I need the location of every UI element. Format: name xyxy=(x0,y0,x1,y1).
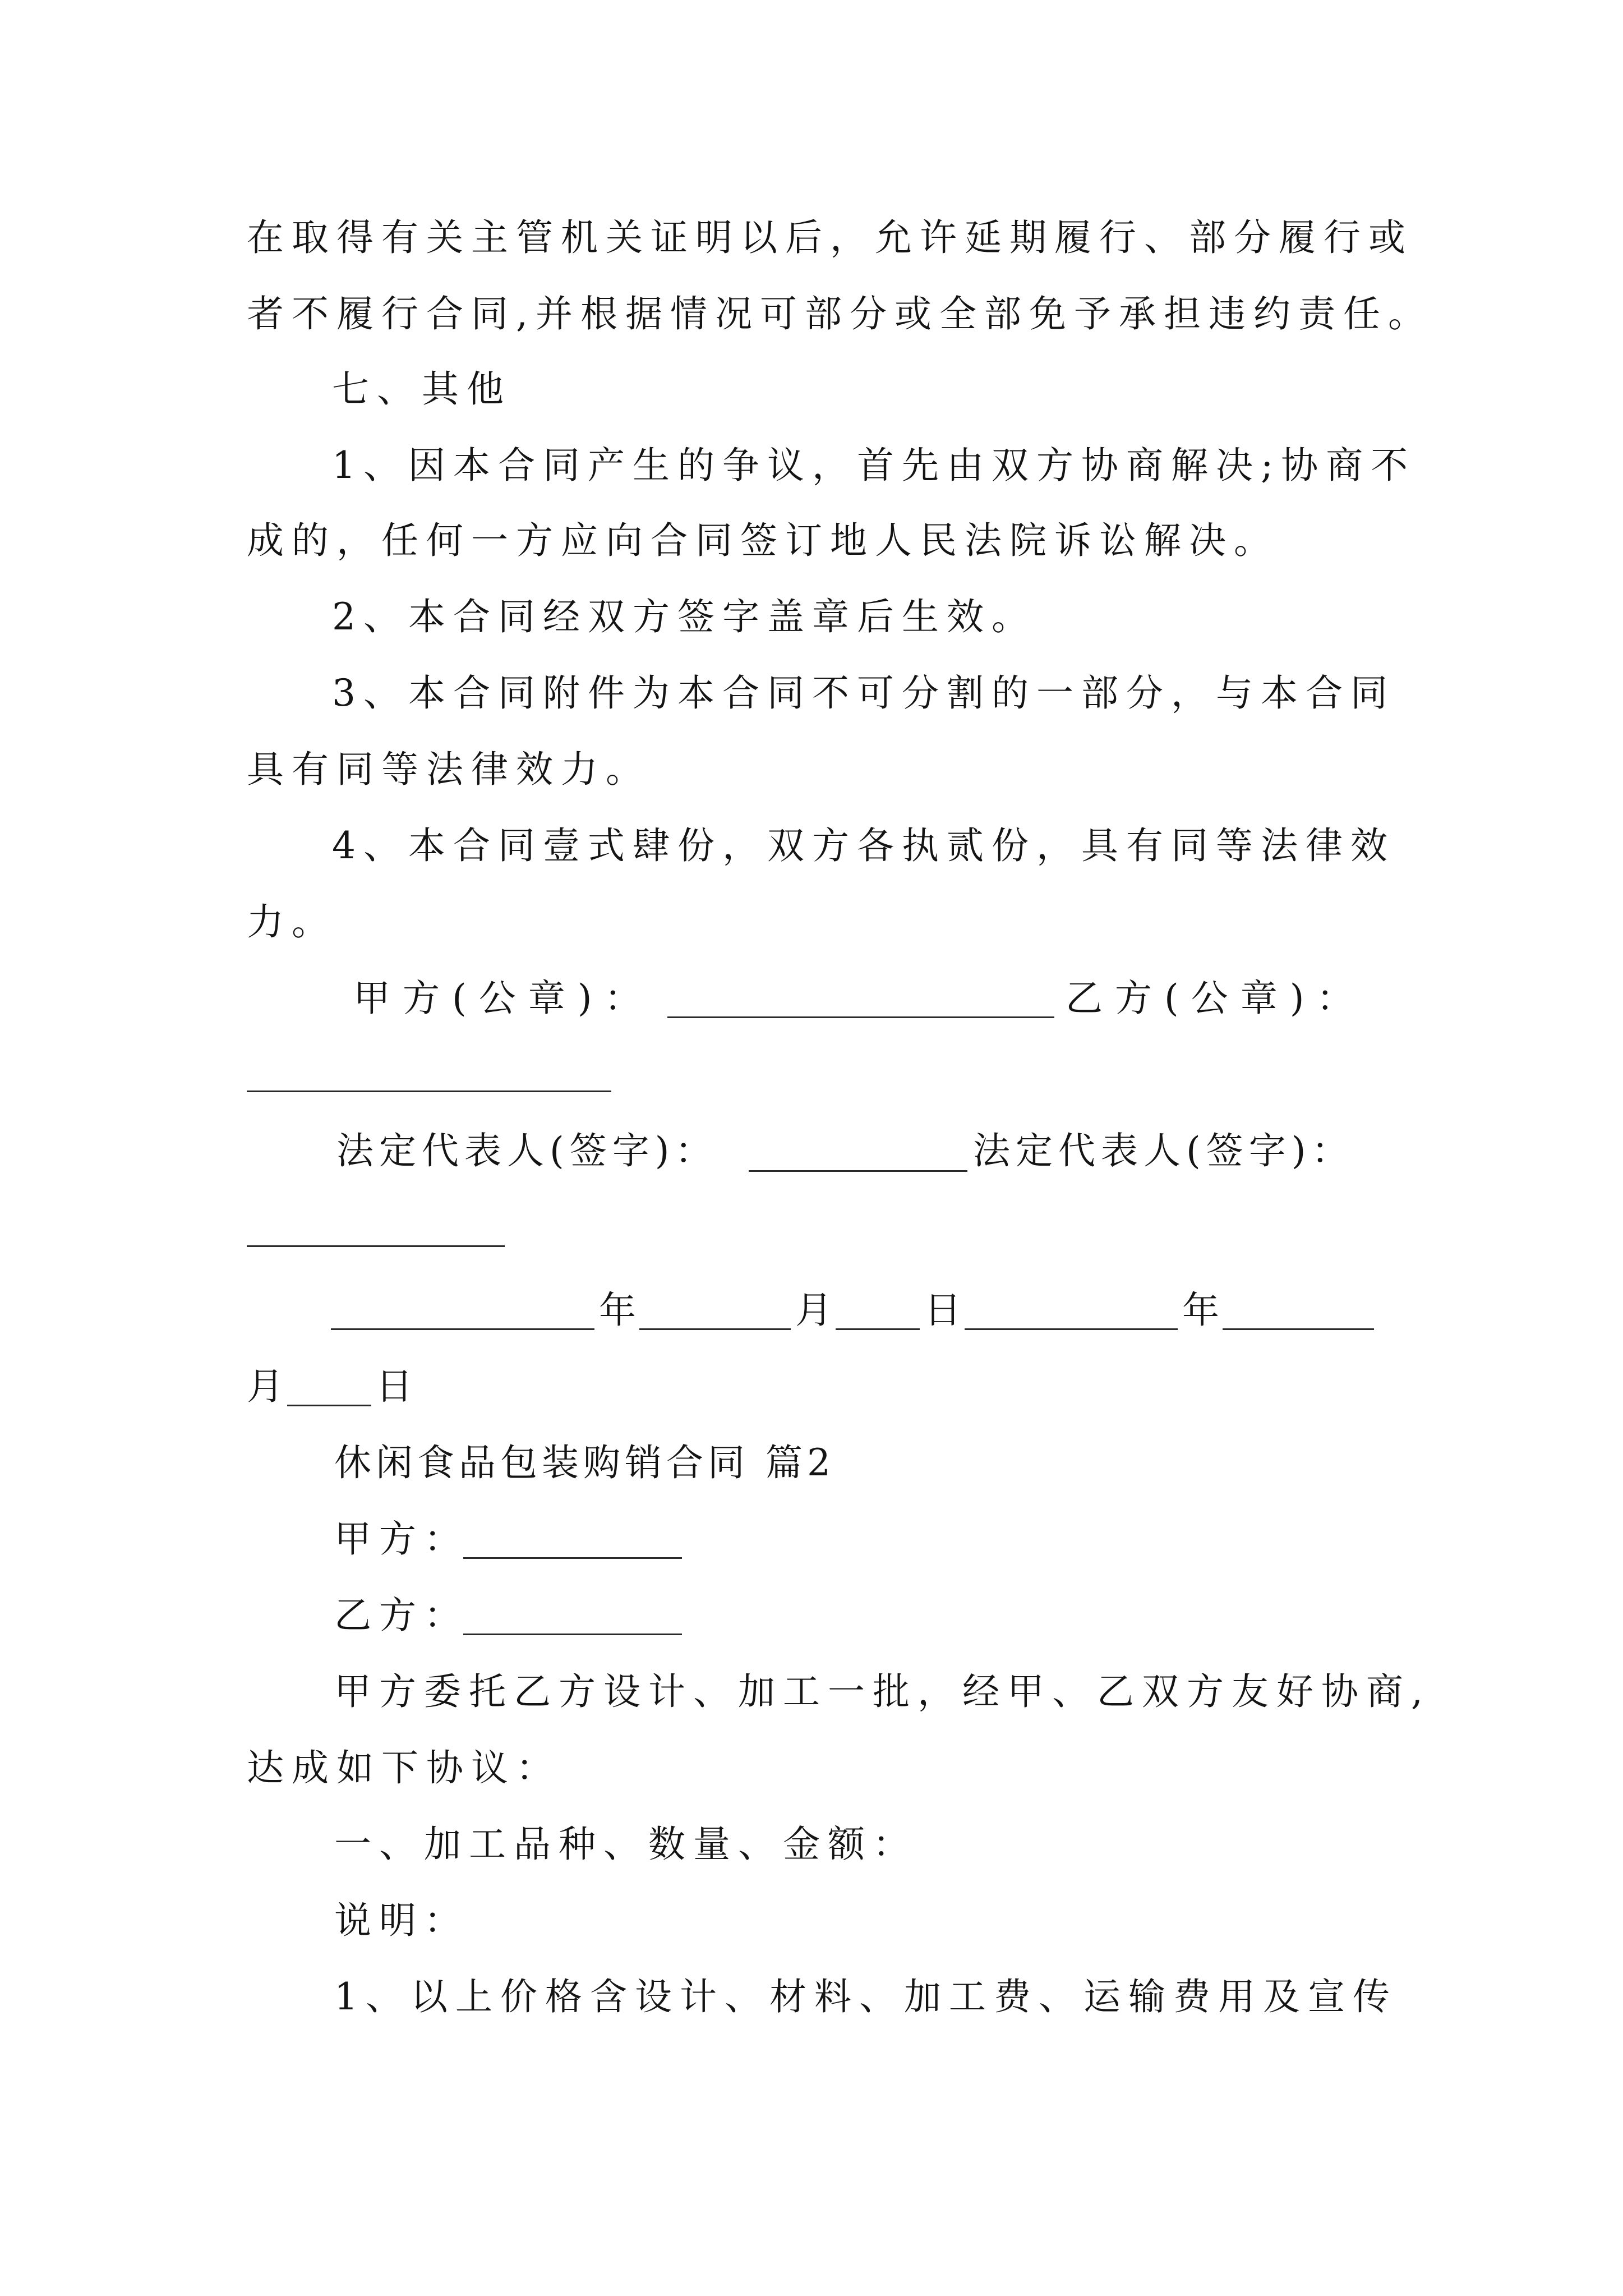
rep-b-label: 法定代表人(签字)： xyxy=(973,1129,1354,1172)
contract-2-intro: 甲方委托乙方设计、加工一批，经甲、乙双方友好协商, xyxy=(334,1670,1431,1713)
contract-2-note-1: 1、以上价格含设计、材料、加工费、运输费用及宣传 xyxy=(334,1975,1398,2018)
date-a-year-blank xyxy=(331,1328,594,1330)
date-b-day-label: 日 xyxy=(376,1365,421,1408)
contract-2-party-a-label: 甲方： xyxy=(334,1517,469,1561)
clause-item-2: 2、本合同经双方签字盖章后生效。 xyxy=(332,595,1036,638)
section-heading: 七、其他 xyxy=(332,367,511,411)
date-a-month-blank xyxy=(639,1328,791,1330)
contract-2-party-b-label: 乙方： xyxy=(334,1594,469,1637)
date-a-month-label: 月 xyxy=(795,1289,840,1332)
date-b-year-label: 年 xyxy=(1182,1289,1227,1332)
rep-a-label: 法定代表人(签字)： xyxy=(336,1129,718,1172)
contract-2-notes-label: 说明： xyxy=(334,1899,469,1942)
contract-2-party-a-blank xyxy=(463,1557,682,1559)
paragraph-line: 者不履行合同,并根据情况可部分或全部免予承担违约责任。 xyxy=(247,292,1433,335)
date-a-day-blank xyxy=(836,1328,920,1330)
contract-2-intro-continued: 达成如下协议： xyxy=(247,1746,561,1789)
date-b-day-blank xyxy=(287,1405,371,1406)
clause-item-3: 3、本合同附件为本合同不可分割的一部分，与本合同 xyxy=(332,671,1395,715)
clause-item-1: 1、因本合同产生的争议，首先由双方协商解决;协商不 xyxy=(332,444,1416,487)
date-a-year-label: 年 xyxy=(599,1289,644,1332)
rep-b-blank xyxy=(247,1245,505,1247)
party-b-seal-blank xyxy=(247,1091,611,1092)
contract-2-title: 休闲食品包装购销合同 篇2 xyxy=(334,1441,835,1484)
clause-item-1-continued: 成的，任何一方应向合同签订地人民法院诉讼解决。 xyxy=(247,519,1279,562)
paragraph-line: 在取得有关主管机关证明以后，允许延期履行、部分履行或 xyxy=(247,216,1413,259)
contract-2-party-b-blank xyxy=(463,1634,682,1635)
party-a-seal-blank xyxy=(667,1016,1054,1018)
clause-item-4-continued: 力。 xyxy=(247,900,336,944)
date-b-year-blank xyxy=(965,1328,1178,1330)
rep-a-blank xyxy=(749,1170,967,1172)
contract-2-section-heading: 一、加工品种、数量、金额： xyxy=(334,1823,917,1866)
party-b-seal-label: 乙方(公章)： xyxy=(1066,977,1366,1020)
clause-item-3-continued: 具有同等法律效力。 xyxy=(247,748,651,791)
date-a-day-label: 日 xyxy=(924,1289,969,1332)
date-b-month-blank xyxy=(1223,1328,1374,1330)
clause-item-4: 4、本合同壹式肆份，双方各执贰份，具有同等法律效 xyxy=(332,824,1395,867)
date-b-month-label: 月 xyxy=(247,1365,292,1408)
party-a-seal-label: 甲方(公章)： xyxy=(353,977,654,1020)
